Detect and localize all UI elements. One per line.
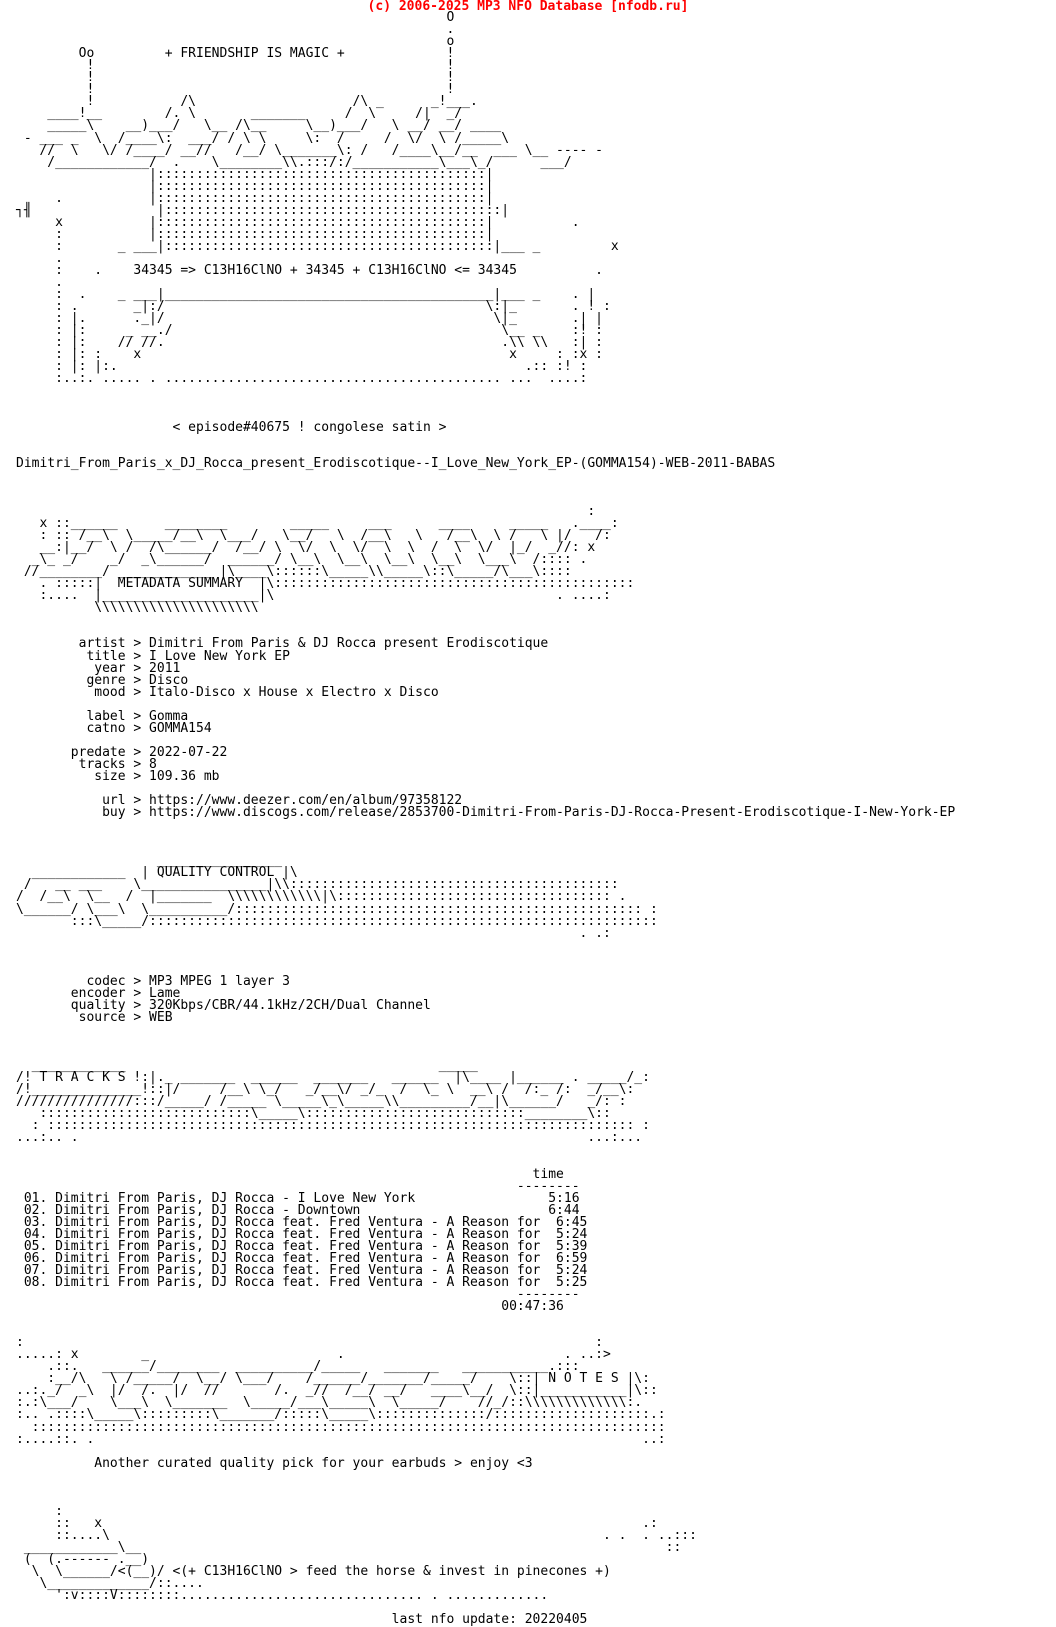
nfo-line: :__/\ \ /_____/ \__/ \___/ /______/_______/_____/ \::| N O T E S |\: — [16, 1371, 650, 1387]
nfo-line: x |::::::::::::::::::::::::::::::::::::::::::| . — [16, 214, 580, 230]
nfo-line: 07. Dimitri From Paris, DJ Rocca feat. Fred Ventura - A Reason for 5:24 — [16, 1262, 588, 1278]
nfo-line: quality > 320Kbps/CBR/44.1kHz/2CH/Dual Channel — [16, 997, 431, 1013]
nfo-line: x ::______ ________ _____ ___ ____ _____ .____: — [16, 516, 619, 532]
nfo-line: \\\\\\\\\\\\\\\\\\\\\ — [16, 600, 259, 616]
nfo-line: . |::::::::::::::::::::::::::::::::::::::::::| — [16, 190, 494, 206]
nfo-line: :.:\___/ \___\ \_______ \_____/___\_____\ \_____/ //_/::\\\\\\\\\\\\\:. — [16, 1395, 643, 1411]
nfo-line: ____________ _____ — [16, 1058, 478, 1074]
nfo-line — [16, 940, 955, 952]
nfo-line — [16, 1024, 955, 1036]
nfo-line — [16, 1470, 955, 1482]
nfo-line — [16, 434, 955, 446]
nfo-line: Dimitri_From_Paris_x_DJ_Rocca_present_Erodiscotique--I_Love_New_York_EP-(GOMMA154)-WEB-2011-BABAS — [16, 455, 776, 471]
nfo-line: :::::::::::::::::::::::::::\_____\::::::::::::::::::::::::::::________\:: — [16, 1106, 611, 1122]
nfo-line: :..:. ..... . ........................................... ... ....: — [16, 371, 588, 387]
nfo-line: encoder > Lame — [16, 985, 181, 1001]
nfo-line: /!______________!::|/ /__\ \_/ _/__\/ _/_ / \_ \ __\ / /:_ /: _/__\: — [16, 1082, 635, 1098]
nfo-line — [16, 1036, 955, 1048]
nfo-line: ____________ | QUALITY CONTROL |\ — [16, 865, 298, 881]
nfo-line — [16, 1494, 955, 1506]
nfo-line: : |. ._|/ \|_ .| | — [16, 311, 603, 327]
nfo-line: : . 34345 => C13H16ClNO + 34345 + C13H16ClNO <= 34345 . — [16, 263, 603, 279]
nfo-line: 01. Dimitri From Paris, DJ Rocca - I Love New York 5:16 — [16, 1190, 580, 1206]
nfo-line: :::\_____/::::::::::::::::::::::::::::::::::::::::::::::::::::::::::::::::: — [16, 913, 658, 929]
nfo-line — [16, 952, 955, 964]
nfo-line: .::. ______/________ __________/_____ _______ ___________.::: — [16, 1359, 580, 1375]
nfo-line — [16, 398, 955, 410]
nfo-line — [16, 819, 955, 831]
nfo-line: \ \______/<(__)/ <(+ C13H16ClNO > feed the horse & invest in pinecones +) — [16, 1564, 611, 1580]
nfo-line: ::....\ . . . ..::: — [16, 1527, 697, 1543]
nfo-line — [16, 1313, 955, 1325]
nfo-line: |::::::::::::::::::::::::::::::::::::::::::| — [16, 166, 494, 182]
nfo-line: time — [16, 1166, 564, 1182]
nfo-line: :.. .::::\_____\:::::::::\_______/:::::\_____\::::::::::::::/::::::::::::::::::::.: — [16, 1407, 666, 1423]
nfo-line: label > Gomma — [16, 708, 189, 724]
nfo-line — [16, 386, 955, 398]
nfo-line: < episode#40675 ! congolese satin > — [16, 419, 447, 435]
nfo-line: : |: : x x : :x : — [16, 347, 603, 363]
nfo-line: mood > Italo-Disco x House x Electro x Disco — [16, 684, 439, 700]
nfo-line: .....: x _ . . ..:> — [16, 1347, 611, 1363]
nfo-line: title > I Love New York EP — [16, 648, 290, 664]
nfo-line: : |: |:. .:: :! : — [16, 359, 588, 375]
nfo-line: . — [16, 250, 63, 266]
nfo-line: : — [16, 503, 596, 519]
nfo-line: - ___ _ \ /____\: ___/ / \ \ \: / / \/ \ /_____\ — [16, 130, 510, 146]
nfo-line: /____________/ . \________\\.:::/:/___________\___\_/ ___/ — [16, 154, 572, 170]
nfo-line — [16, 1482, 955, 1494]
nfo-line: : |: _ __./ \__ _ :! : — [16, 323, 603, 339]
nfo-line: 00:47:36 — [16, 1299, 564, 1315]
nfo-line: artist > Dimitri From Paris & DJ Rocca present Erodiscotique — [16, 636, 549, 652]
nfo-line: 08. Dimitri From Paris, DJ Rocca feat. Fred Ventura - A Reason for 5:25 — [16, 1274, 588, 1290]
nfo-line: : |: // //. .\\ \\ :| : — [16, 335, 603, 351]
nfo-line: ┐╢ |:::::::::::::::::::::::::::::::::::::::::::| — [16, 202, 510, 218]
nfo-line: . :::::| METADATA SUMMARY |\:::::::::::::::::::::::::::::::::::::::::::::: — [16, 576, 635, 592]
nfo-line: catno > GOMMA154 — [16, 720, 212, 736]
nfo-line: //________/ ____________ |\____\::::::\_____\\_____\::\_____/\___\:::: — [16, 564, 572, 580]
nfo-line: Oo + FRIENDSHIP IS MAGIC + ! — [16, 46, 455, 62]
nfo-line: size > 109.36 mb — [16, 769, 220, 784]
nfo-line: :....::. . ..: — [16, 1431, 666, 1447]
nfo-line — [16, 1144, 955, 1156]
nfo-line: last nfo update: 20220405 — [16, 1612, 588, 1627]
nfo-line: ! ! — [16, 82, 455, 98]
nfo-line: ::::::::::::::::::::::::::::::::::::::::::::::::::::::::::::::::::::::::::::::::: — [16, 1419, 666, 1435]
nfo-line: __:|__/ \ / /\______/ /__/ \ \/ \ \/ \ \ / \ \/ |_/ _//: x — [16, 540, 596, 556]
nfo-line: 05. Dimitri From Paris, DJ Rocca feat. Fred Ventura - A Reason for 5:39 — [16, 1238, 588, 1254]
nfo-line: Another curated quality pick for your earbuds > enjoy <3 — [16, 1455, 533, 1471]
nfo-line: ...:.. . ...:... — [16, 1130, 643, 1146]
nfo-line: buy > https://www.discogs.com/release/2853700-Dimitri-From-Paris-DJ-Rocca-Present-Erodiscotique-I-New-York-EP — [16, 805, 956, 821]
nfo-line — [16, 614, 955, 626]
nfo-line: 02. Dimitri From Paris, DJ Rocca - Downtown 6:44 — [16, 1202, 580, 1218]
nfo-line: / __ ___ \________________|\\:::::::::::::::::::::::::::::::::::::::::: — [16, 877, 619, 893]
nfo-line: // \ \/ /____/ __// /__/ \_______\: / /____\__/__ ___ \__ ---- - — [16, 142, 603, 158]
nfo-line: :: x .: — [16, 1515, 658, 1531]
nfo-line: ..:._/ _\ |/ /. |/ // /. _// /__/ __/ ____\__/ \::|___________|\:: — [16, 1383, 658, 1399]
nfo-line: : _ ___|::::::::::::::::::::::::::::::::::::::::::|___ _ x — [16, 238, 619, 254]
nfo-line: : |::::::::::::::::::::::::::::::::::::::::::| — [16, 226, 494, 242]
nfo-line: predate > 2022-07-22 — [16, 744, 228, 760]
nfo-line: . — [16, 275, 63, 291]
nfo-line: _____\ __)___/ \__ /\__ \__)___/ \ __/ __/ ____ — [16, 118, 502, 134]
nfo-text — [16, 0, 955, 1626]
nfo-line: codec > MP3 MPEG 1 layer 3 — [16, 973, 290, 989]
nfo-line — [16, 470, 955, 482]
nfo-line: . — [16, 22, 455, 38]
nfo-line: source > WEB — [16, 1009, 173, 1025]
nfo-line: : . _|:/ \:|_ . ! : — [16, 299, 611, 315]
nfo-line: : — [16, 1503, 63, 1519]
nfo-line: ! ! — [16, 70, 455, 86]
nfo-line — [16, 831, 955, 843]
nfo-line: : . _ ___|__________________________________________|___ _ . | — [16, 287, 596, 303]
nfo-line: _\_ _/ _/ _\______/ ______/ \__\ \__\ \__\ \__\ \___\ /:::: . — [16, 552, 588, 568]
nfo-line: 04. Dimitri From Paris, DJ Rocca feat. Fred Ventura - A Reason for 5:24 — [16, 1226, 588, 1242]
nfo-line: ____!__ /. \ _______ / \ /| _/ — [16, 106, 463, 122]
nfo-line: |::::::::::::::::::::::::::::::::::::::::::| — [16, 178, 494, 194]
site-header: (c) 2006-2025 MP3 NFO Database [nfodb.ru] — [367, 0, 689, 14]
nfo-line: O — [16, 10, 455, 26]
nfo-line: \_____________/::.... — [16, 1576, 204, 1592]
nfo-line: : : — [16, 1335, 603, 1351]
nfo-line: :.... |____________________|\ . ....: — [16, 588, 611, 604]
nfo-line: 03. Dimitri From Paris, DJ Rocca feat. Fred Ventura - A Reason for 6:45 — [16, 1214, 588, 1230]
nfo-line: ! /\ /\ _ _!___. — [16, 94, 478, 110]
nfo-line: ( (.------ .__) — [16, 1552, 150, 1568]
nfo-line: /! T R A C K S !:|._ _______ ______ _______ ______ |\____ |______ . _____/_: — [16, 1070, 650, 1086]
nfo-line: 06. Dimitri From Paris, DJ Rocca feat. Fred Ventura - A Reason for 6:59 — [16, 1250, 588, 1266]
nfo-line: \______/ \___\ \__________/:::::::::::::::::::::::::::::::::::::::::::::::::::: : — [16, 901, 658, 917]
nfo-line: : ::::::::::::::::::::::::::::::::::::::::::::::::::::::::::::::::::::::::::: : — [16, 1118, 650, 1134]
nfo-line: ':v::::V::::::::............................... . ............. — [16, 1588, 549, 1604]
nfo-line: : :: /__\ \_____/__\ \___/ \__/ \ /__\ \ /__\ \ / \ |/ /: — [16, 528, 611, 544]
nfo-line: o — [16, 34, 455, 50]
nfo-line: tracks > 8 — [16, 756, 157, 772]
nfo-line: year > 2011 — [16, 660, 181, 676]
nfo-line: . .: — [16, 925, 611, 941]
nfo-line: genre > Disco — [16, 672, 189, 688]
nfo-line: / /__\ \__ / |_______ \\\\\\\\\\\\|\::::::::::::::::::::::::::::::::::: . — [16, 889, 627, 905]
nfo-line: ________________ — [16, 853, 283, 869]
nfo-line: -------- — [16, 1178, 580, 1194]
nfo-line: ____________\__ :: — [16, 1540, 682, 1555]
nfo-line: ///////////////:::/_____/ /_____ \_____\_\_____\\_________/__|\______/ _/: : — [16, 1094, 627, 1110]
nfo-line: url > https://www.deezer.com/en/album/97358122 — [16, 793, 463, 809]
nfo-line — [16, 482, 955, 494]
nfo-line: ! ! — [16, 58, 455, 74]
nfo-line: -------- — [16, 1287, 580, 1303]
